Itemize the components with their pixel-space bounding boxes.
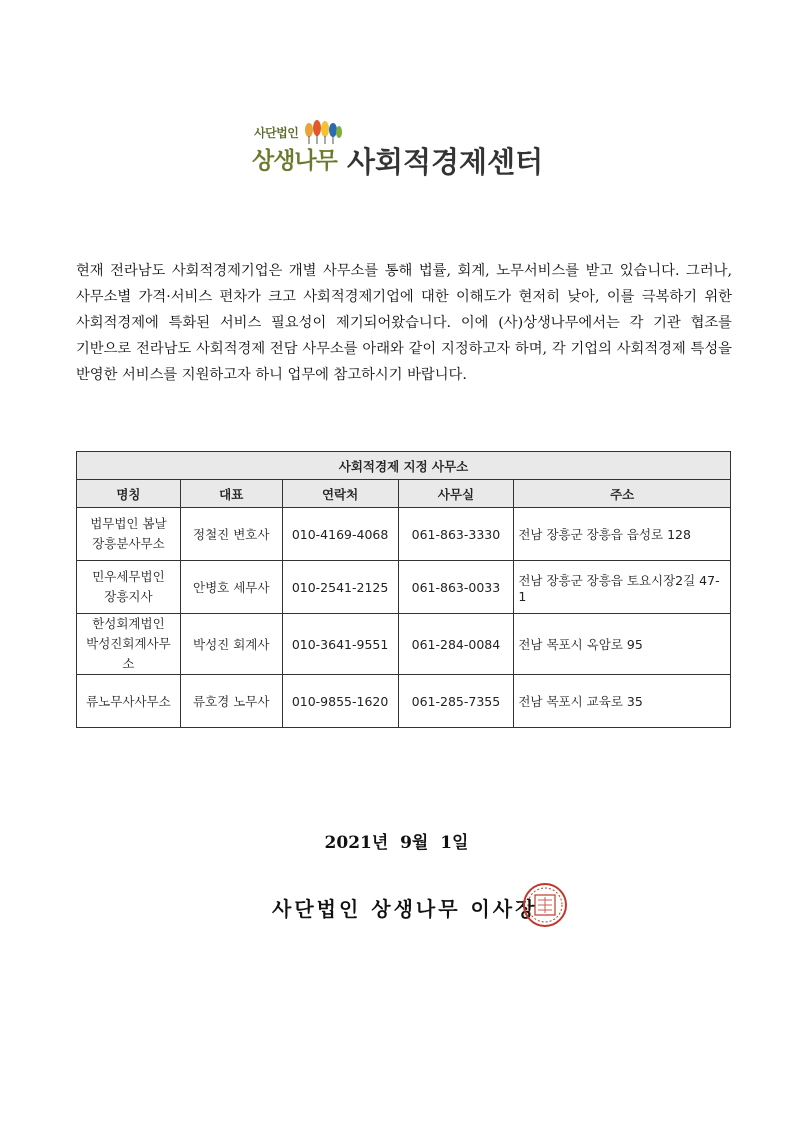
cell-address: 전남 장흥군 장흥읍 토요시장2길 47-1 (514, 561, 731, 614)
cell-office: 061-285-7355 (398, 675, 514, 728)
cell-rep: 박성진 회계사 (180, 614, 282, 675)
notice-paragraph: 현재 전라남도 사회적경제기업은 개별 사무소를 통해 법률, 회계, 노무서비스를 받고 있습니다. 그러나, 사무소별 가격·서비스 편차가 크고 사회적경제기업에 대한 이해도가 현저히 낮아, 이를 극복하기 위한 사회적경제에 특화된 서비스 필요성이 제기되어왔습니다. 이에 (사)상생나무에서는 각 기관 협조를 기반으로 전라남도 사회적경제 전담 사무소를 아래와 같이 지정하고자 하며, 각 기업의 사회적경제 특성을 반영한 서비스를 지원하고자 하니 업무에 참고하시기 바랍니다. (76, 263, 732, 383)
logo-small-text: 사단법인 (254, 126, 299, 140)
table-title: 사회적경제 지정 사무소 (77, 452, 731, 480)
cell-address: 전남 장흥군 장흥읍 읍성로 128 (514, 508, 731, 561)
official-seal-icon (522, 882, 568, 928)
cell-office: 061-284-0084 (398, 614, 514, 675)
table-row (77, 675, 731, 728)
center-name: 사회적경제센터 (347, 145, 544, 179)
cell-contact: 010-9855-1620 (282, 675, 398, 728)
table-row (77, 614, 731, 675)
cell-office: 061-863-3330 (398, 508, 514, 561)
cell-rep: 안병호 세무사 (180, 561, 282, 614)
col-header-contact: 연락처 (282, 480, 398, 508)
col-header-address: 주소 (514, 480, 731, 508)
letterhead (252, 118, 552, 182)
cell-address: 전남 목포시 교육로 35 (514, 675, 731, 728)
table-title-row (77, 452, 731, 480)
name-line-2: 장흥분사무소 (92, 536, 165, 551)
cell-name (77, 614, 181, 675)
document-date: 2021년 9월 1일 (324, 833, 469, 853)
cell-rep: 정철진 변호사 (180, 508, 282, 561)
cell-rep: 류호경 노무사 (180, 675, 282, 728)
table-row (77, 561, 731, 614)
name-line-1: 한성회계법인 (92, 616, 165, 631)
col-header-office: 사무실 (398, 480, 514, 508)
col-header-rep: 대표 (180, 480, 282, 508)
name-line-1: 법무법인 봄날 (90, 516, 167, 531)
cell-name: 류노무사사무소 (77, 675, 181, 728)
table-row (77, 508, 731, 561)
cell-name (77, 561, 181, 614)
name-line-2: 장흥지사 (104, 589, 153, 604)
col-header-name: 명칭 (77, 480, 181, 508)
cell-contact: 010-2541-2125 (282, 561, 398, 614)
cell-address: 전남 목포시 옥암로 95 (514, 614, 731, 675)
cell-contact: 010-3641-9551 (282, 614, 398, 675)
cell-office: 061-863-0033 (398, 561, 514, 614)
logo-main-text: 상생나무 (252, 148, 337, 174)
cell-name (77, 508, 181, 561)
cell-contact: 010-4169-4068 (282, 508, 398, 561)
table-header-row (77, 480, 731, 508)
name-line-2: 박성진회계사무소 (86, 636, 171, 671)
offices-table (76, 451, 731, 728)
signer-name: 사단법인 상생나무 이사장 (272, 897, 538, 921)
name-line-1: 민우세무법인 (92, 569, 165, 584)
